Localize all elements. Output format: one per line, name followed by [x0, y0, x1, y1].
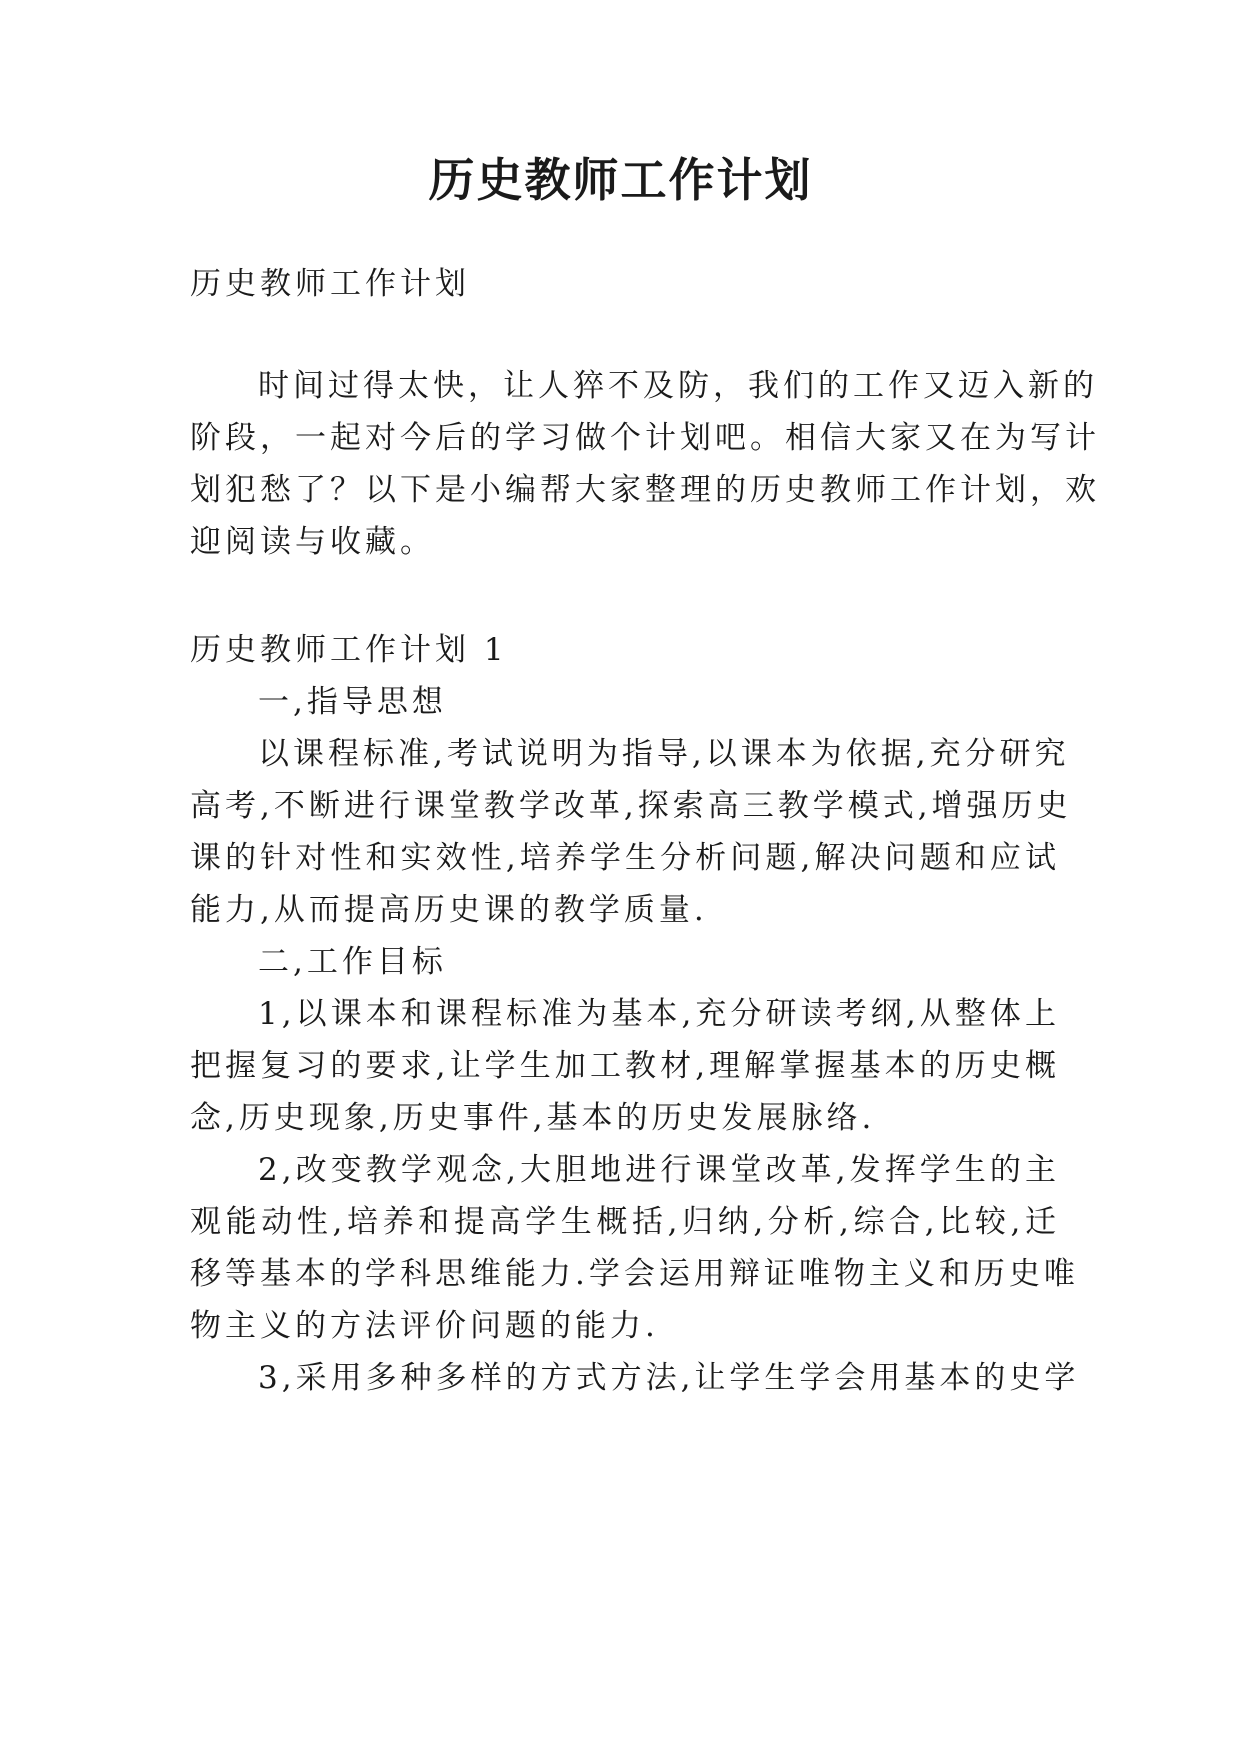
body-line: 念,历史现象,历史事件,基本的历史发展脉络.: [190, 1100, 876, 1136]
intro-line-1: 时间过得太快，让人猝不及防，我们的工作又迈入新的: [258, 368, 1098, 404]
body-line: 物主义的方法评价问题的能力.: [190, 1308, 659, 1344]
subtitle-line: 历史教师工作计划: [190, 266, 470, 302]
body-line: 高考,不断进行课堂教学改革,探索高三教学模式,增强历史: [190, 788, 1072, 824]
document-title: 历史教师工作计划: [428, 153, 813, 207]
intro-line-3: 划犯愁了？以下是小编帮大家整理的历史教师工作计划，欢: [190, 472, 1100, 508]
body-line: 以课程标准,考试说明为指导,以课本为依据,充分研究: [258, 736, 1070, 772]
body-line: 1,以课本和课程标准为基本,充分研读考纲,从整体上: [258, 996, 1060, 1032]
body-line: 2,改变教学观念,大胆地进行课堂改革,发挥学生的主: [258, 1152, 1060, 1188]
intro-line-2: 阶段，一起对今后的学习做个计划吧。相信大家又在为写计: [190, 420, 1100, 456]
body-line: 移等基本的学科思维能力.学会运用辩证唯物主义和历史唯: [190, 1256, 1079, 1292]
section-heading-plan-1: 历史教师工作计划 1: [190, 632, 508, 668]
body-line: 把握复习的要求,让学生加工教材,理解掌握基本的历史概: [190, 1048, 1060, 1084]
body-line: 3,采用多种多样的方式方法,让学生学会用基本的史学: [258, 1360, 1080, 1396]
body-line: 能力,从而提高历史课的教学质量.: [190, 892, 708, 928]
heading-guiding-ideology: 一,指导思想: [258, 684, 447, 720]
intro-line-4: 迎阅读与收藏。: [190, 524, 435, 560]
body-line: 观能动性,培养和提高学生概括,归纳,分析,综合,比较,迁: [190, 1204, 1060, 1240]
heading-work-goals: 二,工作目标: [258, 944, 447, 980]
body-line: 课的针对性和实效性,培养学生分析问题,解决问题和应试: [190, 840, 1060, 876]
